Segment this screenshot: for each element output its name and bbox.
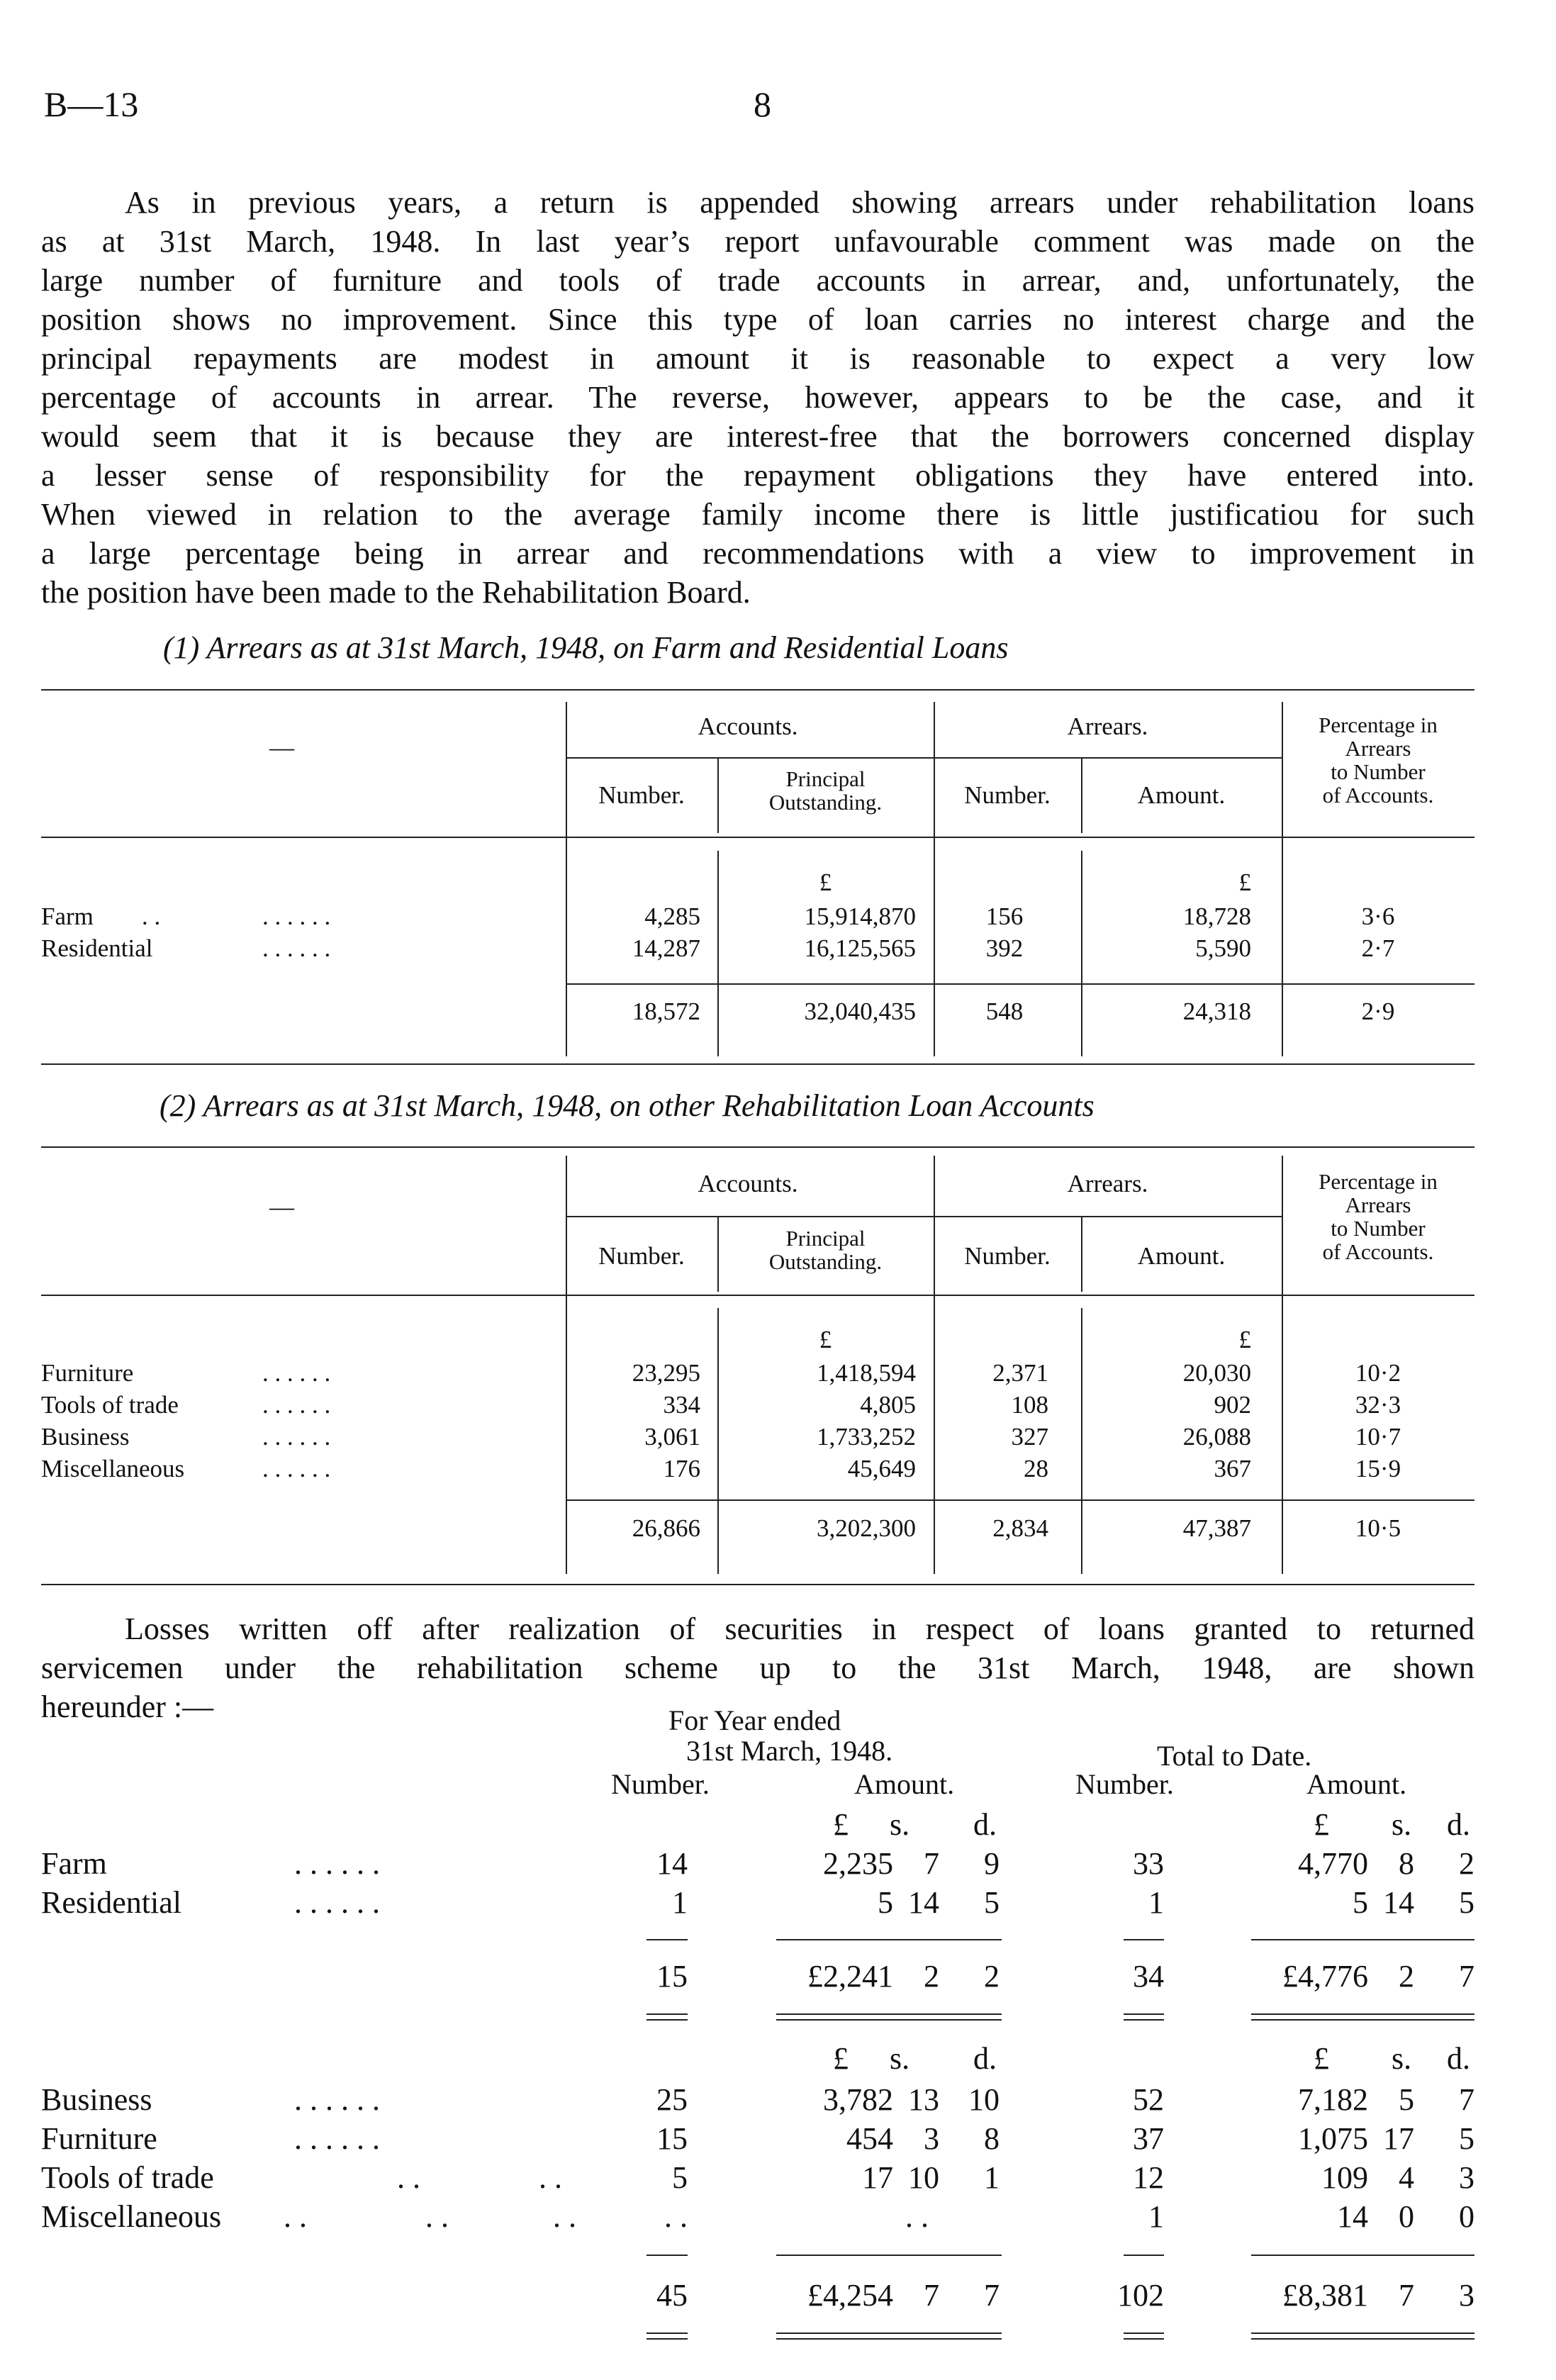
year-shillings-cell: 3	[924, 2121, 939, 2156]
total-principal-cell: 3,202,300	[817, 1514, 916, 1542]
number-cell: 176	[663, 1455, 700, 1482]
rule	[1251, 2338, 1474, 2340]
shillings-symbol: s.	[890, 1807, 910, 1842]
row-label: Furniture	[41, 2121, 157, 2156]
leader-dots: . . . . . .	[262, 1455, 331, 1482]
year-number-cell: 14	[656, 1846, 688, 1881]
total-pence-cell: 5	[1459, 2121, 1474, 2156]
percentage-header: Arrears	[1345, 1192, 1411, 1217]
paragraph-line: the position have been made to the Rehabilitation Board.	[41, 575, 751, 610]
pence-symbol: d.	[1447, 1807, 1470, 1842]
arrears-header: Arrears.	[1067, 713, 1148, 740]
amount-cell: 26,088	[1182, 1423, 1251, 1451]
row-label: Farm	[41, 1846, 107, 1881]
paragraph-line: servicemen under the rehabilitation scheme up to the 31st March, 1948, are shown	[41, 1650, 1474, 1685]
page-number: 8	[754, 84, 771, 124]
table2-title: (2) Arrears as at 31st March, 1948, on other Rehabilitation Loan Accounts	[159, 1088, 1095, 1123]
year-pence-cell: 8	[984, 2121, 1000, 2156]
shillings-symbol: s.	[1392, 2041, 1412, 2076]
row-label: Miscellaneous	[41, 1455, 185, 1482]
percentage-cell: 10·2	[1355, 1359, 1401, 1387]
year-header: 31st March, 1948.	[686, 1735, 893, 1767]
rule	[41, 1584, 1474, 1585]
accounts-header: Accounts.	[698, 1170, 798, 1197]
paragraph-line: a lesser sense of responsibility for the repayment obligations they have entered into.	[41, 458, 1474, 493]
rule	[647, 2255, 688, 2256]
arrears-number-cell: 156	[985, 903, 1024, 930]
amount-cell: 18,728	[1182, 903, 1251, 930]
principal-cell: 4,805	[860, 1391, 916, 1419]
year-pounds-cell: 454	[846, 2121, 893, 2156]
percentage-cell: 15·9	[1355, 1455, 1401, 1482]
number-cell: 23,295	[632, 1359, 700, 1387]
percentage-header: to Number	[1331, 759, 1426, 784]
subtotal-total-pence: 3	[1459, 2278, 1474, 2313]
leader-dots: . . . . . .	[294, 2121, 380, 2156]
pence-symbol: d.	[973, 2041, 997, 2076]
total-number-cell: 26,866	[632, 1514, 700, 1542]
paragraph-line: As in previous years, a return is appended showing arrears under rehabilitation loans	[125, 185, 1474, 220]
total-pence-cell: 3	[1459, 2160, 1474, 2195]
number-header: Number.	[1075, 1768, 1174, 1800]
shillings-symbol: s.	[1392, 1807, 1412, 1842]
paragraph-line: hereunder :—	[41, 1689, 214, 1724]
percentage-cell: 32·3	[1355, 1391, 1401, 1419]
year-number-cell: 5	[672, 2160, 688, 2195]
paragraph-line: would seem that it is because they are interest-free that the borrowers concerned display	[41, 419, 1474, 454]
pound-symbol: £	[1314, 2041, 1329, 2076]
total-shillings-cell: 5	[1399, 2082, 1414, 2117]
year-pence-cell: 9	[984, 1846, 1000, 1881]
year-shillings-cell: 13	[908, 2082, 939, 2117]
total-number-cell: 52	[1133, 2082, 1164, 2117]
rule	[1251, 2013, 1474, 2015]
rule	[566, 983, 1474, 985]
pound-symbol: £	[833, 2041, 849, 2076]
amount-cell: 902	[1214, 1391, 1251, 1419]
paragraph-line: When viewed in relation to the average family income there is little justificatiou for such	[41, 497, 1474, 532]
total-principal-cell: 32,040,435	[804, 998, 916, 1025]
row-label: Furniture	[41, 1359, 134, 1387]
pound-symbol: £	[1238, 868, 1251, 896]
total-shillings-cell: 8	[1399, 1846, 1414, 1881]
number-header: Number.	[598, 1242, 685, 1270]
subtotal-year-number: 45	[656, 2278, 688, 2313]
principal-cell: 45,649	[847, 1455, 916, 1482]
total-shillings-cell: 0	[1399, 2199, 1414, 2234]
pence-symbol: d.	[1447, 2041, 1470, 2076]
paragraph-line: large number of furniture and tools of trade accounts in arrear, and, unfortunately, the	[41, 263, 1474, 298]
subtotal-year-pounds: £2,241	[807, 1959, 893, 1994]
leader-dots: . .	[539, 2160, 562, 2195]
pound-symbol: £	[1238, 1326, 1251, 1353]
amount-header: Amount.	[1306, 1768, 1407, 1800]
rule	[776, 2019, 1002, 2021]
percentage-cell: 10·7	[1355, 1423, 1401, 1451]
total-pence-cell: 5	[1459, 1885, 1474, 1920]
row-label: Miscellaneous	[41, 2199, 222, 2234]
total-pence-cell: 7	[1459, 2082, 1474, 2117]
arrears-number-cell: 108	[1011, 1391, 1048, 1419]
amount-cell: 367	[1214, 1455, 1251, 1482]
total-amount-cell: 24,318	[1182, 998, 1251, 1025]
subtotal-year-pence: 7	[984, 2278, 1000, 2313]
outstanding-header: Outstanding.	[768, 790, 883, 815]
principal-header: Principal	[785, 1226, 866, 1251]
rule	[566, 1499, 1474, 1501]
paragraph-line: a large percentage being in arrear and recommendations with a view to improvement in	[41, 536, 1474, 571]
principal-cell: 15,914,870	[804, 903, 916, 930]
amount-cell: 5,590	[1195, 934, 1251, 962]
percentage-header: Percentage in	[1319, 713, 1438, 737]
outstanding-header: Outstanding.	[768, 1249, 883, 1274]
pound-symbol: £	[819, 1326, 832, 1353]
paragraph-line: Losses written off after realization of securities in respect of loans granted to returned	[125, 1611, 1474, 1646]
rule	[1124, 1939, 1164, 1940]
percentage-header: of Accounts.	[1322, 1239, 1434, 1264]
subtotal-total-pence: 7	[1459, 1959, 1474, 1994]
percentage-header: Arrears	[1345, 736, 1411, 761]
rule	[1124, 2019, 1164, 2021]
arrears-number-cell: 28	[1024, 1455, 1048, 1482]
total-pounds-cell: 5	[1353, 1885, 1368, 1920]
leader-dots: . .	[284, 2199, 307, 2234]
shillings-symbol: s.	[890, 2041, 910, 2076]
row-label: Business	[41, 2082, 152, 2117]
total-amount-cell: 47,387	[1182, 1514, 1251, 1542]
year-header: For Year ended	[668, 1704, 841, 1736]
rule	[41, 689, 1474, 691]
year-pence-cell: 10	[968, 2082, 1000, 2117]
number-cell: 4,285	[644, 903, 700, 930]
total-number-cell: 18,572	[632, 998, 700, 1025]
subtotal-total-shillings: 7	[1399, 2278, 1414, 2313]
subtotal-total-shillings: 2	[1399, 1959, 1414, 1994]
leader-dots: . . . . . .	[294, 2082, 380, 2117]
rule	[41, 1063, 1474, 1065]
rule	[41, 1146, 1474, 1148]
leader-dots: . . . . . .	[262, 1391, 331, 1419]
total-header: Total to Date.	[1157, 1740, 1312, 1772]
total-number-cell: 12	[1133, 2160, 1164, 2195]
rule	[776, 2338, 1002, 2340]
total-number-cell: 37	[1133, 2121, 1164, 2156]
total-number-cell: 1	[1148, 1885, 1164, 1920]
pound-symbol: £	[833, 1807, 849, 1842]
year-pounds-cell: 17	[862, 2160, 893, 2195]
rule	[776, 1939, 1002, 1940]
total-pence-cell: 2	[1459, 1846, 1474, 1881]
percentage-header: to Number	[1331, 1216, 1426, 1241]
arrears-number-cell: 2,371	[992, 1359, 1048, 1387]
principal-cell: 1,733,252	[817, 1423, 916, 1451]
subtotal-total-pounds: £4,776	[1282, 1959, 1368, 1994]
header-dash: —	[269, 1193, 294, 1221]
arrears-number-header: Number.	[964, 1242, 1051, 1270]
rule	[1251, 2332, 1474, 2334]
leader-dots: . . . . . .	[262, 903, 331, 930]
document-code: B—13	[44, 84, 139, 124]
principal-header: Principal	[785, 766, 866, 791]
arrears-number-cell: 392	[985, 934, 1024, 962]
row-label: Farm	[41, 903, 94, 930]
subtotal-year-number: 15	[656, 1959, 688, 1994]
leader-dots: . .	[553, 2199, 576, 2234]
year-pounds-cell: 2,235	[823, 1846, 893, 1881]
subtotal-year-pence: 2	[984, 1959, 1000, 1994]
rule	[1251, 2019, 1474, 2021]
pound-symbol: £	[1314, 1807, 1329, 1842]
rule	[1124, 2255, 1164, 2256]
header-dash: —	[269, 734, 294, 761]
total-number-cell: 33	[1133, 1846, 1164, 1881]
year-shillings-cell: 7	[924, 1846, 939, 1881]
year-pounds-cell: 3,782	[823, 2082, 893, 2117]
arrears-number-cell: 327	[1011, 1423, 1048, 1451]
year-number-cell: 15	[656, 2121, 688, 2156]
subtotal-total-pounds: £8,381	[1282, 2278, 1368, 2313]
paragraph-line: as at 31st March, 1948. In last year’s report unfavourable comment was made on the	[41, 224, 1474, 259]
total-arrears-number-cell: 2,834	[992, 1514, 1048, 1542]
subtotal-year-pounds: £4,254	[807, 2278, 893, 2313]
rule	[566, 757, 1282, 759]
year-shillings-cell: 14	[908, 1885, 939, 1920]
row-label: Residential	[41, 934, 153, 962]
total-pounds-cell: 14	[1337, 2199, 1368, 2234]
rule	[647, 2019, 688, 2021]
year-pounds-cell: . .	[905, 2199, 929, 2234]
rule	[647, 2332, 688, 2334]
total-pounds-cell: 7,182	[1298, 2082, 1368, 2117]
pound-symbol: £	[819, 868, 832, 896]
rule	[647, 2338, 688, 2340]
leader-dots: . .	[397, 2160, 420, 2195]
rule	[1124, 2013, 1164, 2015]
row-label: Tools of trade	[41, 2160, 214, 2195]
total-shillings-cell: 4	[1399, 2160, 1414, 2195]
year-number-cell: . .	[664, 2199, 688, 2234]
leader-dots: . .	[142, 903, 161, 930]
total-number-cell: 1	[1148, 2199, 1164, 2234]
leader-dots: . .	[425, 2199, 449, 2234]
subtotal-total-number: 102	[1117, 2278, 1164, 2313]
total-pounds-cell: 4,770	[1298, 1846, 1368, 1881]
subtotal-year-shillings: 7	[924, 2278, 939, 2313]
total-percentage-cell: 2·9	[1361, 998, 1395, 1025]
subtotal-year-shillings: 2	[924, 1959, 939, 1994]
number-cell: 14,287	[632, 934, 700, 962]
principal-cell: 16,125,565	[804, 934, 916, 962]
rule	[776, 2332, 1002, 2334]
year-shillings-cell: 10	[908, 2160, 939, 2195]
total-pence-cell: 0	[1459, 2199, 1474, 2234]
percentage-cell: 2·7	[1361, 934, 1395, 962]
amount-cell: 20,030	[1182, 1359, 1251, 1387]
leader-dots: . . . . . .	[262, 1423, 331, 1451]
leader-dots: . . . . . .	[294, 1846, 380, 1881]
year-pence-cell: 1	[984, 2160, 1000, 2195]
row-label: Business	[41, 1423, 130, 1451]
total-shillings-cell: 14	[1383, 1885, 1414, 1920]
paragraph-line: position shows no improvement. Since this type of loan carries no interest charge and the	[41, 302, 1474, 337]
total-shillings-cell: 17	[1383, 2121, 1414, 2156]
amount-header: Amount.	[854, 1768, 955, 1800]
total-percentage-cell: 10·5	[1355, 1514, 1401, 1542]
rule	[776, 2013, 1002, 2015]
accounts-header: Accounts.	[698, 713, 798, 740]
rule	[1124, 2338, 1164, 2340]
leader-dots: . . . . . .	[294, 1885, 380, 1920]
rule	[647, 1939, 688, 1940]
year-pounds-cell: 5	[878, 1885, 893, 1920]
rule	[647, 2013, 688, 2015]
intro-paragraph	[41, 183, 1474, 612]
paragraph-line: principal repayments are modest in amount it is reasonable to expect a very low	[41, 341, 1474, 376]
percentage-header: of Accounts.	[1322, 783, 1434, 808]
number-cell: 334	[663, 1391, 700, 1419]
rule	[776, 2255, 1002, 2256]
percentage-cell: 3·6	[1361, 903, 1395, 930]
percentage-header: Percentage in	[1319, 1169, 1438, 1194]
leader-dots: . . . . . .	[262, 934, 331, 962]
number-cell: 3,061	[644, 1423, 700, 1451]
number-header: Number.	[598, 781, 685, 809]
year-number-cell: 1	[672, 1885, 688, 1920]
year-pence-cell: 5	[984, 1885, 1000, 1920]
arrears-header: Arrears.	[1067, 1170, 1148, 1197]
rule	[1124, 2332, 1164, 2334]
principal-cell: 1,418,594	[817, 1359, 916, 1387]
amount-header: Amount.	[1137, 781, 1226, 809]
year-number-cell: 25	[656, 2082, 688, 2117]
amount-header: Amount.	[1137, 1242, 1226, 1270]
paragraph-line: percentage of accounts in arrear. The reverse, however, appears to be the case, and it	[41, 380, 1474, 415]
rule	[41, 1295, 1474, 1296]
row-label: Tools of trade	[41, 1391, 179, 1419]
row-label: Residential	[41, 1885, 181, 1920]
total-pounds-cell: 109	[1321, 2160, 1368, 2195]
subtotal-total-number: 34	[1133, 1959, 1164, 1994]
total-arrears-number-cell: 548	[985, 998, 1024, 1025]
leader-dots: . . . . . .	[262, 1359, 331, 1387]
rule	[41, 837, 1474, 838]
pence-symbol: d.	[973, 1807, 997, 1842]
arrears-number-header: Number.	[964, 781, 1051, 809]
total-pounds-cell: 1,075	[1298, 2121, 1368, 2156]
number-header: Number.	[611, 1768, 710, 1800]
rule	[566, 1216, 1282, 1217]
table1-title: (1) Arrears as at 31st March, 1948, on Farm and Residential Loans	[163, 630, 1009, 665]
rule	[1251, 2255, 1474, 2256]
rule	[1251, 1939, 1474, 1940]
